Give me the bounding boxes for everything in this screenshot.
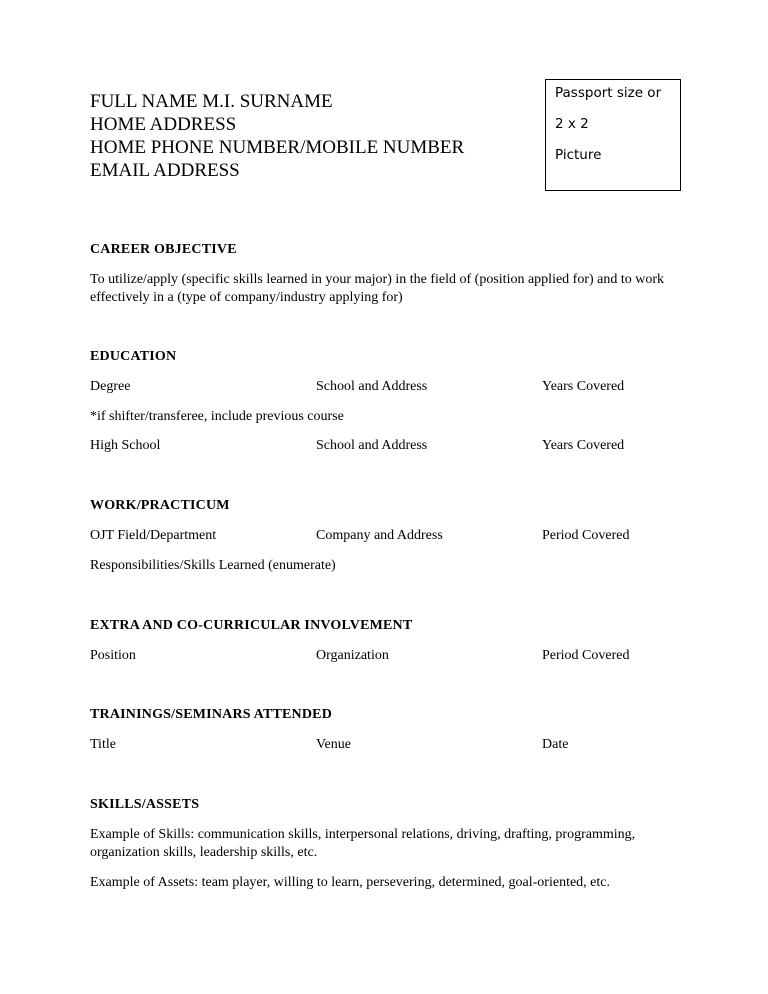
work-ojt-field: OJT Field/Department	[90, 528, 217, 543]
trainings-venue: Venue	[316, 737, 351, 752]
photo-label-line1: Passport size or	[555, 85, 662, 101]
photo-label-line3: Picture	[555, 147, 602, 163]
trainings-heading: TRAININGS/SEMINARS ATTENDED	[90, 707, 333, 722]
education-degree: Degree	[90, 379, 131, 394]
extra-organization: Organization	[316, 648, 389, 663]
education-years-covered: Years Covered	[542, 379, 625, 394]
education-school-address: School and Address	[316, 379, 428, 394]
trainings-date: Date	[542, 737, 569, 752]
photo-placeholder	[545, 79, 681, 191]
assets-text: Example of Assets: team player, willing to learn, persevering, determined, goal-oriented, etc.	[90, 875, 610, 890]
work-responsibilities: Responsibilities/Skills Learned (enumerate)	[90, 558, 336, 573]
education-heading: EDUCATION	[90, 349, 177, 364]
phone-number: HOME PHONE NUMBER/MOBILE NUMBER	[90, 137, 465, 158]
full-name: FULL NAME M.I. SURNAME	[90, 91, 333, 112]
education-high-school: High School	[90, 438, 161, 453]
education-note: *if shifter/transferee, include previous course	[90, 409, 344, 424]
career-objective-text: To utilize/apply (specific skills learned in your major) in the field of (position applied for) and to work effectively in a (type of company/industry applying for)	[90, 272, 665, 305]
photo-label-line2: 2 x 2	[555, 116, 589, 132]
work-heading: WORK/PRACTICUM	[90, 498, 230, 513]
extra-position: Position	[90, 648, 136, 663]
career-objective-heading: CAREER OBJECTIVE	[90, 242, 237, 257]
trainings-title: Title	[90, 737, 116, 752]
home-address: HOME ADDRESS	[90, 114, 237, 135]
skills-text: Example of Skills: communication skills, interpersonal relations, driving, drafting, programming, organization skills, leadership skills, etc.	[90, 827, 636, 860]
work-company-address: Company and Address	[316, 528, 443, 543]
work-period-covered: Period Covered	[542, 528, 630, 543]
education-hs-school-address: School and Address	[316, 438, 428, 453]
skills-heading: SKILLS/ASSETS	[90, 797, 200, 812]
extra-heading: EXTRA AND CO-CURRICULAR INVOLVEMENT	[90, 618, 413, 633]
education-hs-years-covered: Years Covered	[542, 438, 625, 453]
contact-header	[90, 90, 464, 182]
email-address: EMAIL ADDRESS	[90, 160, 240, 181]
extra-period-covered: Period Covered	[542, 648, 630, 663]
